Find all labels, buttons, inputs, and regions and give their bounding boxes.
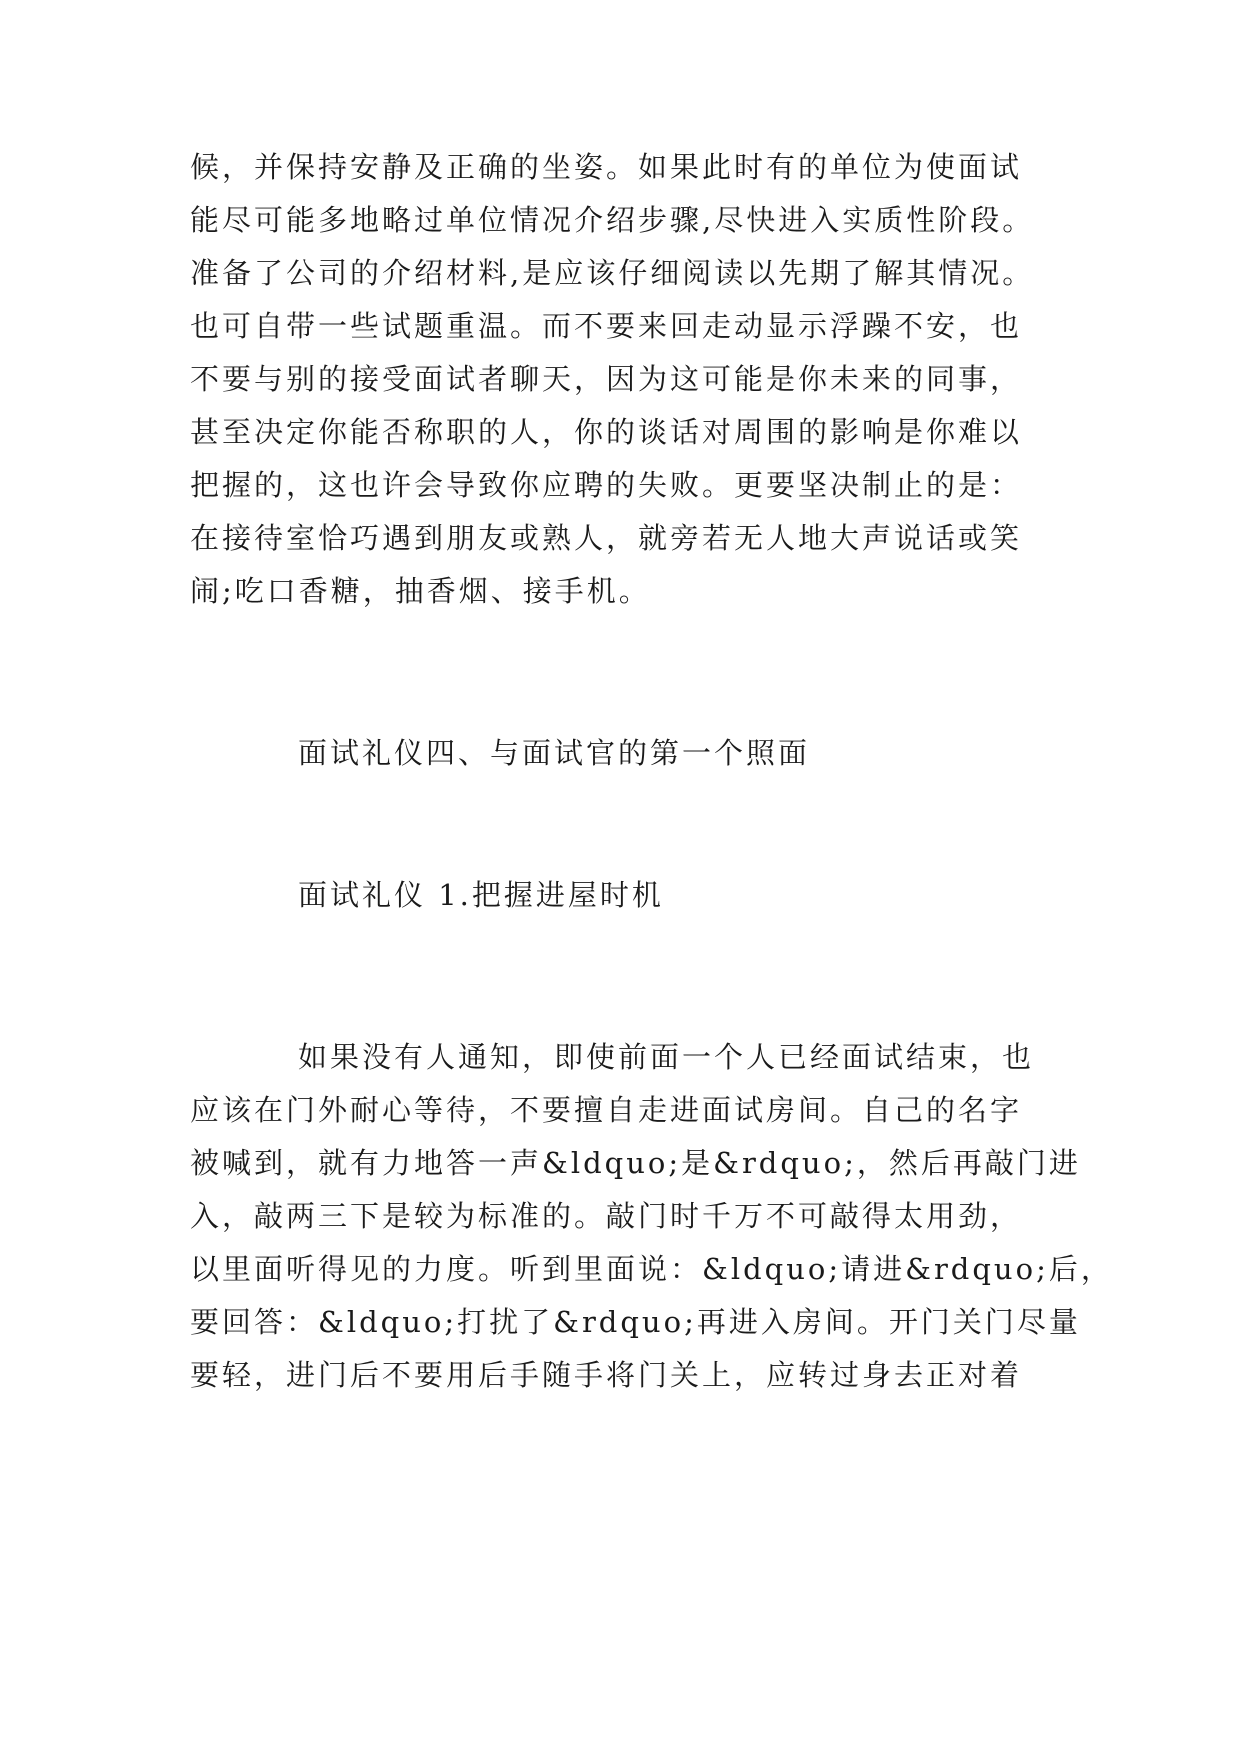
paragraph-line: 甚至决定你能否称职的人，你的谈话对周围的影响是你难以 [190, 415, 1023, 449]
subsection-heading: 面试礼仪 1.把握进屋时机 [298, 878, 664, 912]
paragraph-line: 以里面听得见的力度。听到里面说：&ldquo;请进&rdquo;后， [190, 1252, 1113, 1286]
paragraph-line: 在接待室恰巧遇到朋友或熟人，就旁若无人地大声说话或笑 [190, 521, 1023, 555]
paragraph-line: 能尽可能多地略过单位情况介绍步骤,尽快进入实质性阶段。 [190, 203, 1035, 237]
paragraph-line: 不要与别的接受面试者聊天，因为这可能是你未来的同事， [190, 362, 1023, 396]
paragraph-line: 准备了公司的介绍材料,是应该仔细阅读以先期了解其情况。 [190, 256, 1035, 290]
paragraph-line: 入，敲两三下是较为标准的。敲门时千万不可敲得太用劲， [190, 1199, 1023, 1233]
paragraph-line: 如果没有人通知，即使前面一个人已经面试结束，也 [298, 1040, 1035, 1074]
paragraph-line: 要轻，进门后不要用后手随手将门关上，应转过身去正对着 [190, 1358, 1023, 1392]
paragraph-line: 要回答：&ldquo;打扰了&rdquo;再进入房间。开门关门尽量 [190, 1305, 1081, 1339]
paragraph-line: 候，并保持安静及正确的坐姿。如果此时有的单位为使面试 [190, 150, 1023, 184]
paragraph-line: 被喊到，就有力地答一声&ldquo;是&rdquo;，然后再敲门进 [190, 1146, 1081, 1180]
paragraph-line: 也可自带一些试题重温。而不要来回走动显示浮躁不安，也 [190, 309, 1023, 343]
section-heading: 面试礼仪四、与面试官的第一个照面 [298, 736, 811, 770]
paragraph-line: 把握的，这也许会导致你应聘的失败。更要坚决制止的是： [190, 468, 1023, 502]
paragraph-line: 闹;吃口香糖，抽香烟、接手机。 [190, 574, 651, 608]
paragraph-line: 应该在门外耐心等待，不要擅自走进面试房间。自己的名字 [190, 1093, 1023, 1127]
